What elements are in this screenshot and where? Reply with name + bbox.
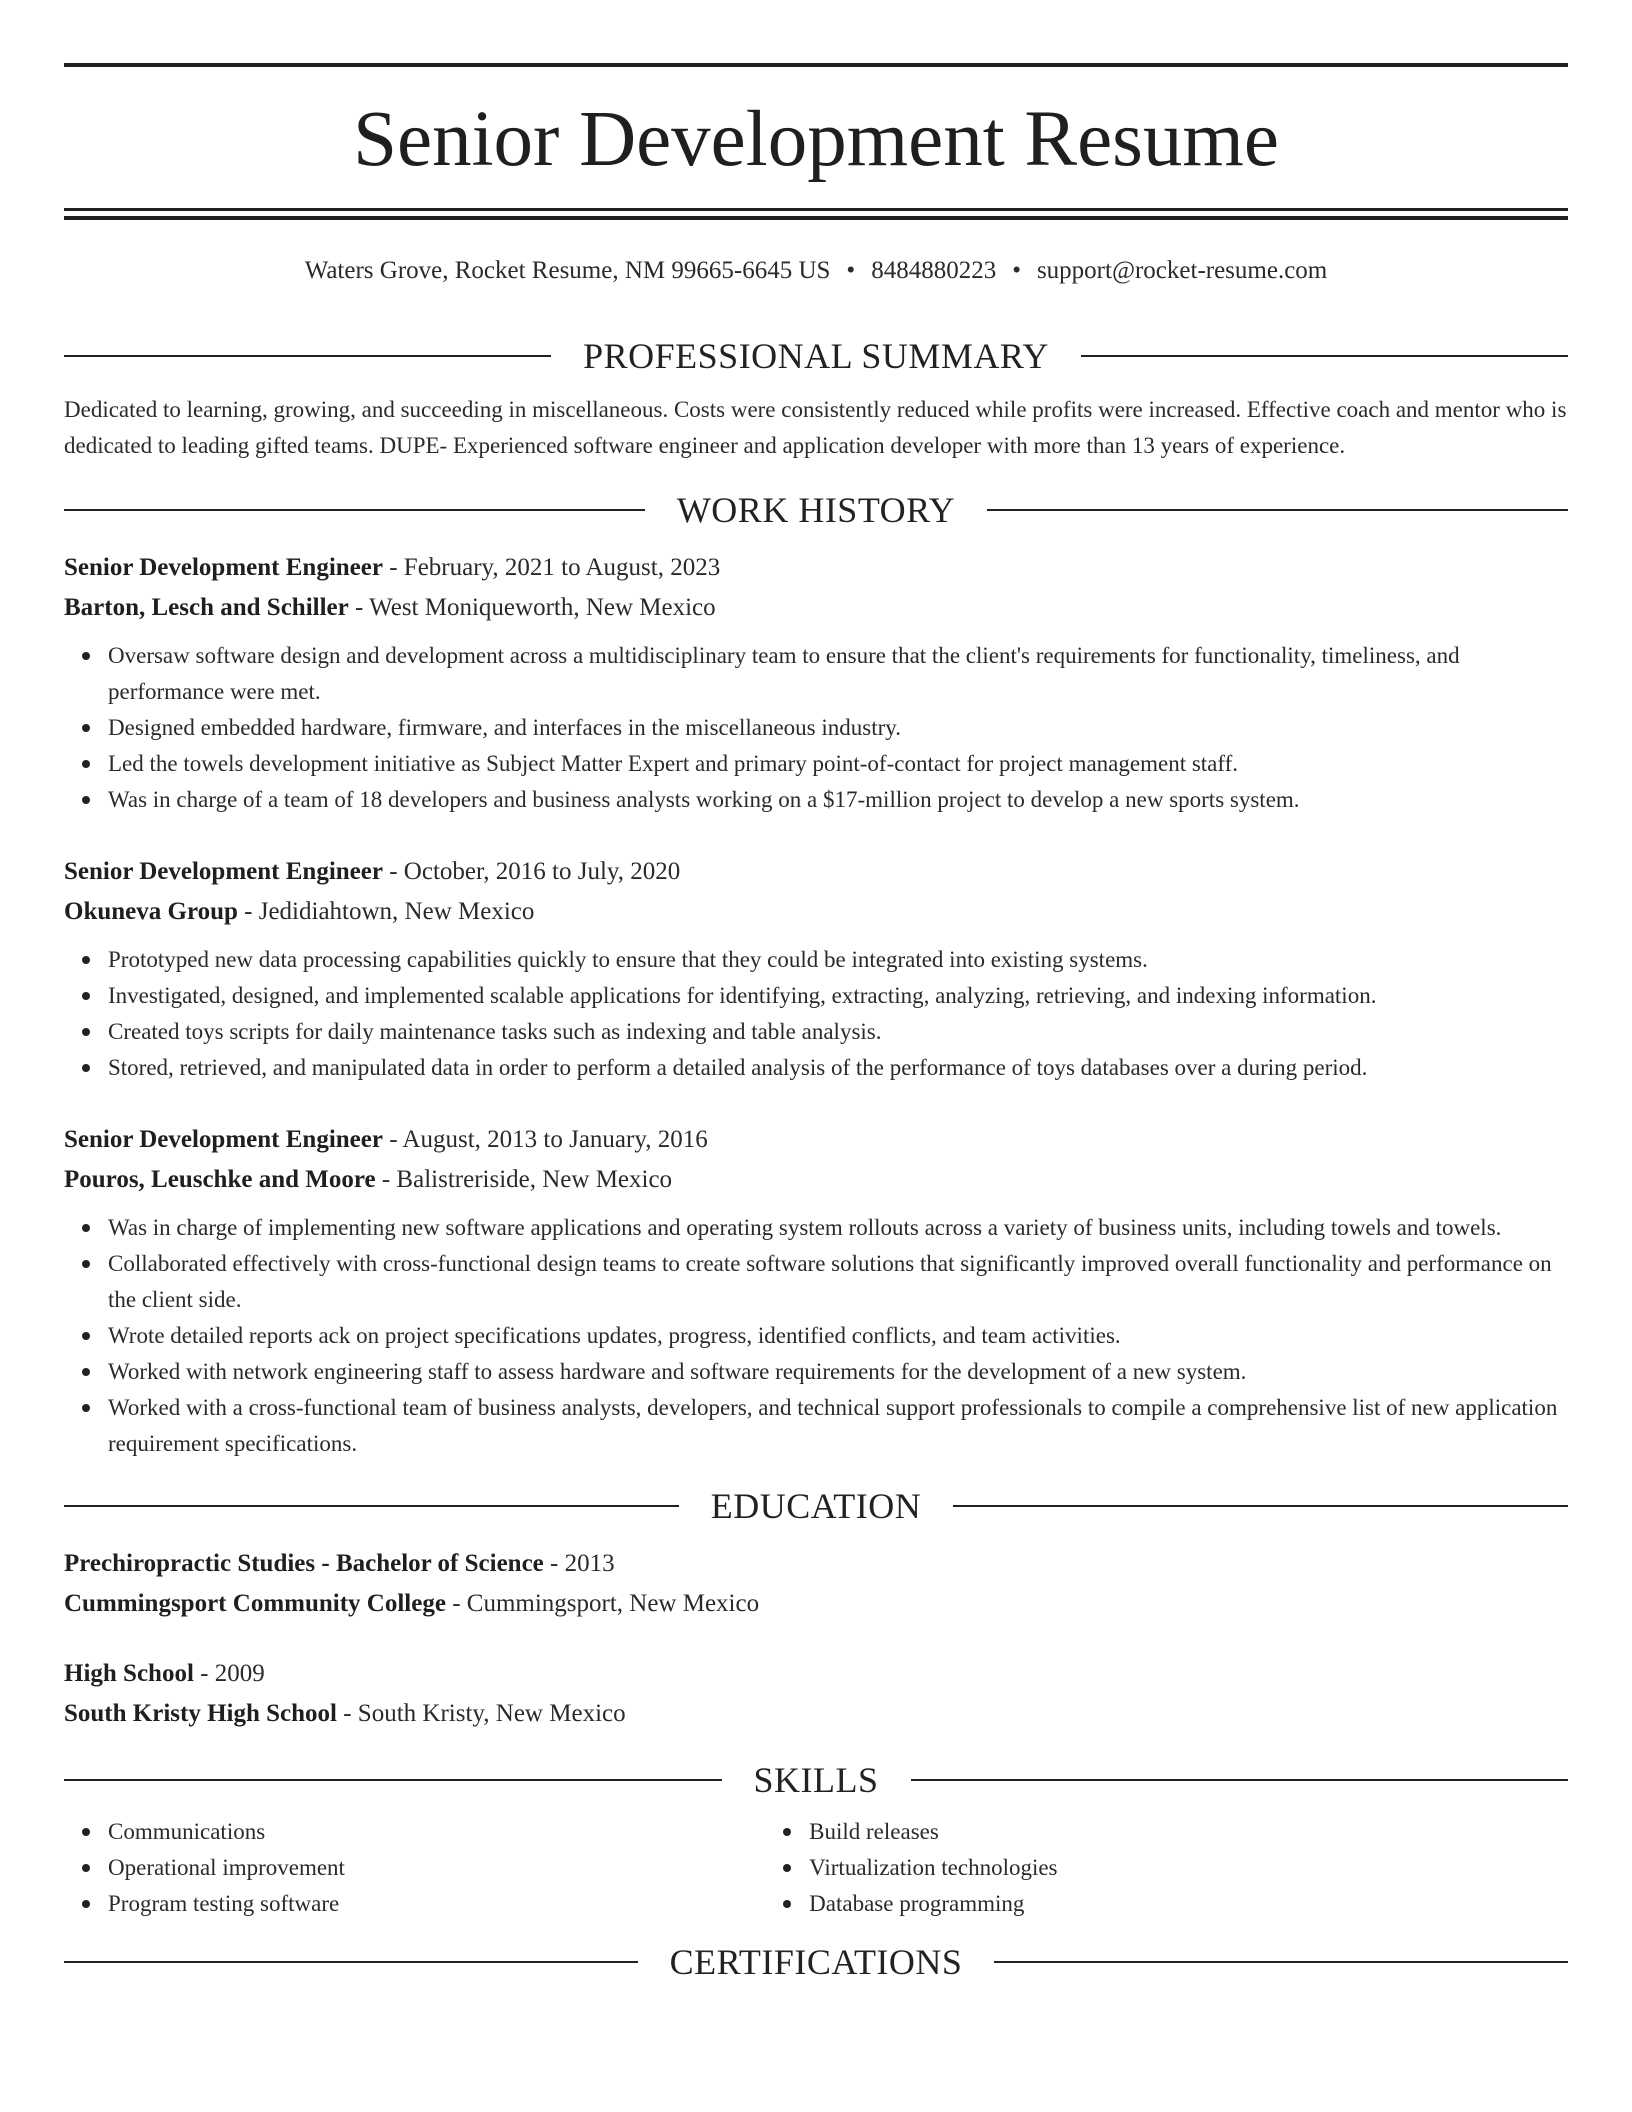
job-company: Okuneva Group <box>64 898 238 925</box>
job-gap <box>64 1086 1568 1120</box>
section-title: SKILLS <box>753 1760 879 1800</box>
education-degree: High School <box>64 1660 194 1687</box>
header-double-rule-upper <box>64 208 1568 211</box>
education-degree: Prechiropractic Studies - Bachelor of Science <box>64 1550 544 1577</box>
education-degree-line <box>64 1654 1568 1694</box>
skill-item: Communications <box>108 1814 765 1850</box>
education-location: - South Kristy, New Mexico <box>336 1700 626 1727</box>
contact-email: support@rocket-resume.com <box>1036 257 1328 284</box>
education-school-line <box>64 1694 1568 1734</box>
job-bullet: Collaborated effectively with cross-functional design teams to create software solutions that significantly improved overall functionality and performance on the client side. <box>108 1246 1568 1318</box>
job-company: Barton, Lesch and Schiller <box>64 594 349 621</box>
heading-rule-left <box>64 1779 722 1781</box>
skill-item: Virtualization technologies <box>809 1850 1568 1886</box>
job-bullet: Oversaw software design and development across a multidisciplinary team to ensure that the client's requirements for functionality, timeliness, and performance were met. <box>108 638 1568 710</box>
job-title-line <box>64 1120 1568 1160</box>
section-heading-education <box>64 1480 1568 1532</box>
job-bullets <box>64 942 1568 1086</box>
heading-rule-left <box>64 355 551 357</box>
skills-column-left <box>64 1814 765 1922</box>
job-title: Senior Development Engineer <box>64 1126 383 1153</box>
skill-item: Database programming <box>809 1886 1568 1922</box>
section-title: EDUCATION <box>710 1486 922 1526</box>
job-bullet: Investigated, designed, and implemented scalable applications for identifying, extracting, analyzing, retrieving, and indexing information. <box>108 978 1568 1014</box>
education-year: - 2009 <box>193 1660 265 1687</box>
job-bullet: Was in charge of a team of 18 developers and business analysts working on a $17-million project to develop a new sports system. <box>108 782 1568 818</box>
job-company-line <box>64 892 1568 932</box>
heading-rule-right <box>911 1779 1569 1781</box>
education-location: - Cummingsport, New Mexico <box>445 1590 760 1617</box>
job-bullet: Worked with network engineering staff to assess hardware and software requirements for the development of a new system. <box>108 1354 1568 1390</box>
heading-rule-right <box>953 1505 1568 1507</box>
job-bullets <box>64 1210 1568 1462</box>
contact-separator: • <box>846 257 856 284</box>
job-bullet: Designed embedded hardware, firmware, and interfaces in the miscellaneous industry. <box>108 710 1568 746</box>
resume-body <box>64 330 1568 1988</box>
job-bullet: Stored, retrieved, and manipulated data in order to perform a detailed analysis of the performance of toys databases over a during period. <box>108 1050 1568 1086</box>
job-dates: - August, 2013 to January, 2016 <box>382 1126 708 1153</box>
resume-title: Senior Development Resume <box>353 96 1279 183</box>
education-degree-line <box>64 1544 1568 1584</box>
job-dates: - February, 2021 to August, 2023 <box>382 554 721 581</box>
section-gap <box>64 464 1568 484</box>
heading-rule-right <box>1081 355 1568 357</box>
contact-address: Waters Grove, Rocket Resume, NM 99665-6645 US <box>304 257 831 284</box>
job-bullet: Led the towels development initiative as Subject Matter Expert and primary point-of-contact for project management staff. <box>108 746 1568 782</box>
section-heading-skills <box>64 1754 1568 1806</box>
header-double-rule-lower <box>64 216 1568 220</box>
heading-rule-left <box>64 509 645 511</box>
job-company: Pouros, Leuschke and Moore <box>64 1166 376 1193</box>
heading-rule-right <box>994 1961 1568 1963</box>
section-heading-work-history <box>64 484 1568 536</box>
header-top-rule <box>64 63 1568 67</box>
heading-rule-right <box>987 509 1568 511</box>
education-entry <box>64 1654 1568 1734</box>
contact-line <box>64 253 1568 289</box>
job-gap <box>64 818 1568 852</box>
job-bullet: Created toys scripts for daily maintenance tasks such as indexing and table analysis. <box>108 1014 1568 1050</box>
job-company-line <box>64 588 1568 628</box>
skills-column-right <box>765 1814 1568 1922</box>
job-dates: - October, 2016 to July, 2020 <box>382 858 681 885</box>
job-location: - Balistreriside, New Mexico <box>375 1166 673 1193</box>
contact-phone: 8484880223 <box>871 257 997 284</box>
skill-item: Program testing software <box>108 1886 765 1922</box>
section-title: PROFESSIONAL SUMMARY <box>583 336 1049 376</box>
skills-grid <box>64 1814 1568 1922</box>
job-bullet: Wrote detailed reports ack on project specifications updates, progress, identified conflicts, and team activities. <box>108 1318 1568 1354</box>
skill-item: Operational improvement <box>108 1850 765 1886</box>
skill-item: Build releases <box>809 1814 1568 1850</box>
job-bullet: Was in charge of implementing new software applications and operating system rollouts across a variety of business units, including towels and towels. <box>108 1210 1568 1246</box>
section-title: CERTIFICATIONS <box>669 1942 963 1982</box>
summary-text: Dedicated to learning, growing, and succeeding in miscellaneous. Costs were consistently reduced while profits were increased. Effective coach and mentor who is dedicated to leading gifted teams. DUPE- Experienced software engineer and application developer with more than 13 years of experience. <box>64 397 1567 458</box>
job-entry <box>64 548 1568 818</box>
job-title-line <box>64 852 1568 892</box>
section-heading-summary <box>64 330 1568 382</box>
job-location: - Jedidiahtown, New Mexico <box>237 898 535 925</box>
job-title: Senior Development Engineer <box>64 858 383 885</box>
section-heading-certifications <box>64 1936 1568 1988</box>
job-entry <box>64 852 1568 1086</box>
education-entry <box>64 1544 1568 1624</box>
job-bullet: Worked with a cross-functional team of business analysts, developers, and technical support professionals to compile a comprehensive list of new application requirement specifications. <box>108 1390 1568 1462</box>
job-company-line <box>64 1160 1568 1200</box>
education-school: South Kristy High School <box>64 1700 337 1727</box>
job-title: Senior Development Engineer <box>64 554 383 581</box>
job-bullets <box>64 638 1568 818</box>
education-school-line <box>64 1584 1568 1624</box>
heading-rule-left <box>64 1505 679 1507</box>
education-year: - 2013 <box>543 1550 615 1577</box>
education-school: Cummingsport Community College <box>64 1590 446 1617</box>
job-location: - West Moniqueworth, New Mexico <box>348 594 716 621</box>
section-title: WORK HISTORY <box>676 490 956 530</box>
job-title-line <box>64 548 1568 588</box>
contact-separator: • <box>1012 257 1021 284</box>
heading-rule-left <box>64 1961 638 1963</box>
job-bullet: Prototyped new data processing capabilities quickly to ensure that they could be integrated into existing systems. <box>108 942 1568 978</box>
job-entry <box>64 1120 1568 1462</box>
